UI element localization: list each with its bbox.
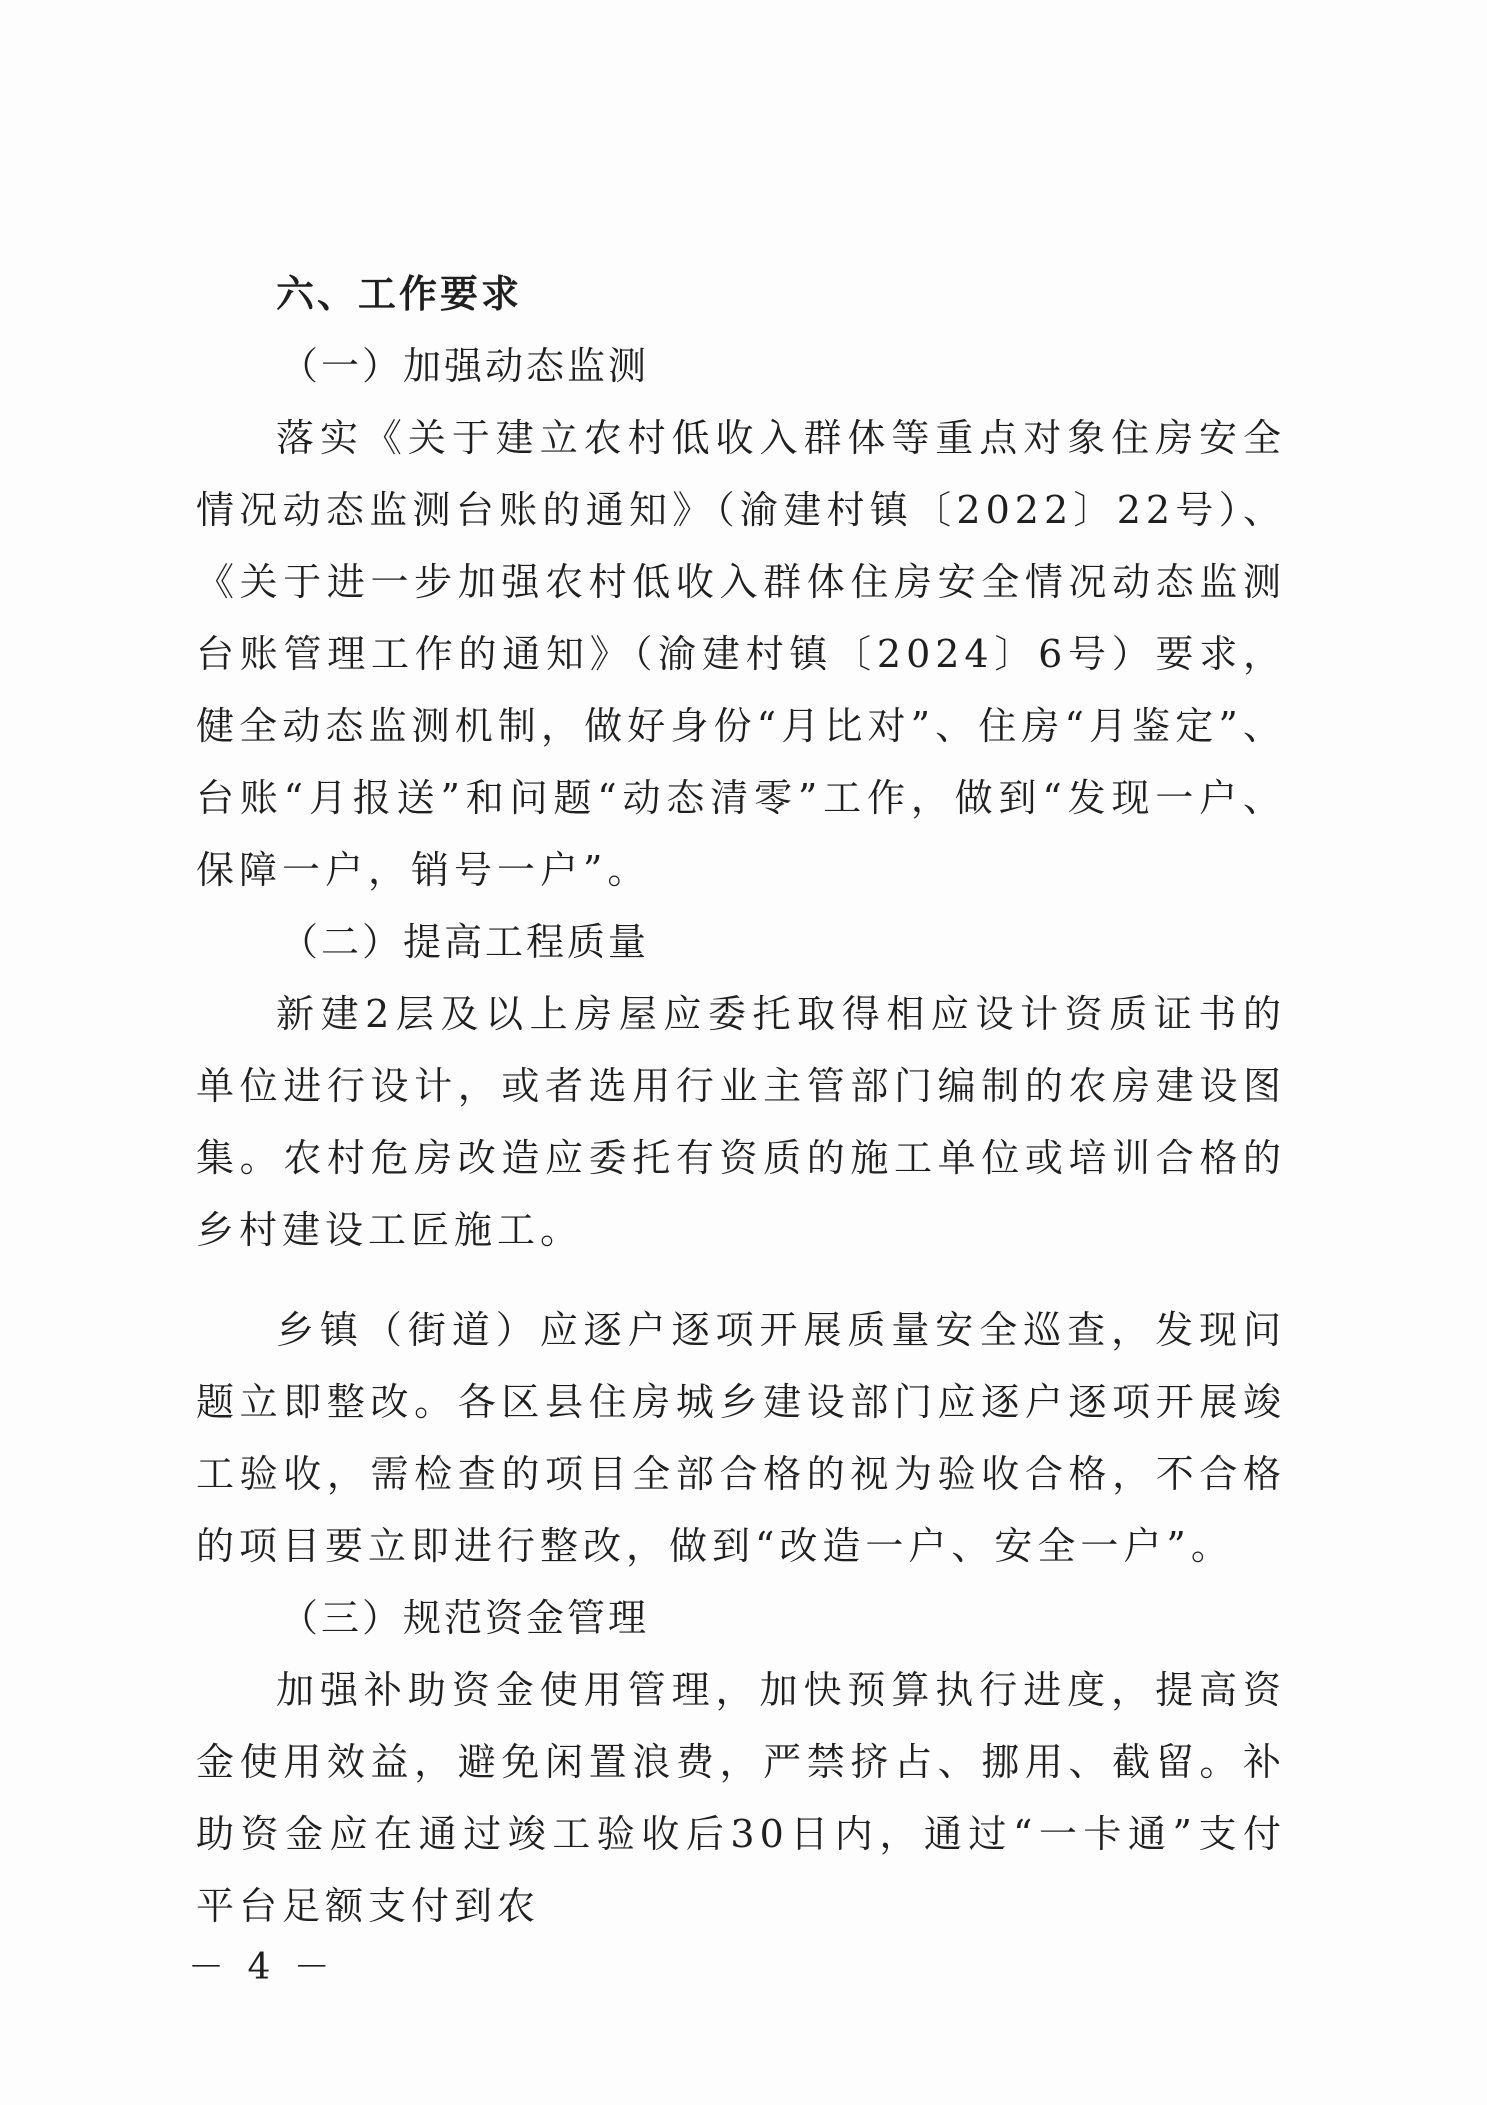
- paragraph-inspection-acceptance: 乡镇（街道）应逐户逐项开展质量安全巡查，发现问题立即整改。各区县住房城乡建设部门应逐户逐项开展竣工验收，需检查的项目全部合格的视为验收合格，不合格的项目要立即进行整改，做到“改造一户、安全一户”。: [196, 1308, 1286, 1568]
- page-body: [196, 258, 1286, 1942]
- subsection-heading-2: （二）提高工程质量: [280, 920, 650, 964]
- paragraph-dynamic-monitoring: 落实《关于建立农村低收入群体等重点对象住房安全情况动态监测台账的通知》（渝建村镇〔2022〕22号）、《关于进一步加强农村低收入群体住房安全情况动态监测台账管理工作的通知》（渝建村镇〔2024〕6号）要求，健全动态监测机制，做好身份“月比对”、住房“月鉴定”、台账“月报送”和问题“动态清零”工作，做到“发现一户、保障一户，销号一户”。: [196, 416, 1286, 892]
- paragraph-design-construction: 新建2层及以上房屋应委托取得相应设计资质证书的单位进行设计，或者选用行业主管部门编制的农房建设图集。农村危房改造应委托有资质的施工单位或培训合格的乡村建设工匠施工。: [196, 992, 1286, 1252]
- paragraph-fund-management: 加强补助资金使用管理，加快预算执行进度，提高资金使用效益，避免闲置浪费，严禁挤占、挪用、截留。补助资金应在通过竣工验收后30日内，通过“一卡通”支付平台足额支付到农: [196, 1668, 1286, 1928]
- paragraph-gap: [196, 1266, 1286, 1294]
- page-number: － 4 －: [188, 1947, 336, 1988]
- section-heading: 六、工作要求: [276, 271, 523, 316]
- subsection-heading-3: （三）规范资金管理: [280, 1596, 650, 1640]
- subsection-heading-1: （一）加强动态监测: [280, 344, 650, 388]
